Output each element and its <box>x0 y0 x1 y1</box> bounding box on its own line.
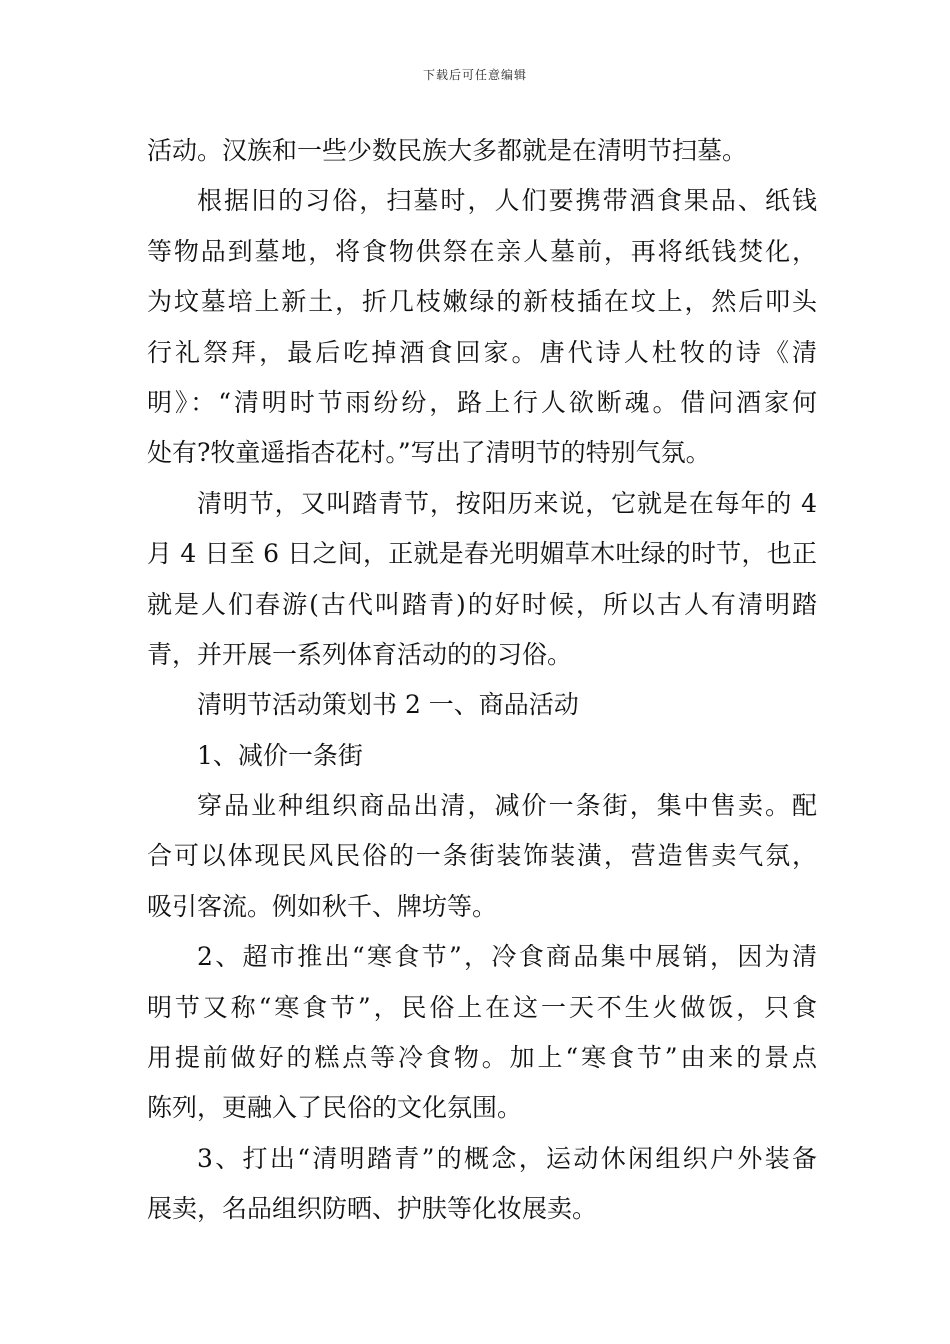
text-line: 行礼祭拜，最后吃掉酒食回家。唐代诗人杜牧的诗《清 <box>147 337 817 367</box>
text-line: 青，并开展一系列体育活动的的习俗。 <box>147 639 573 669</box>
text-line: 清明节，又叫踏青节，按阳历来说，它就是在每年的 4 <box>197 488 817 518</box>
text-line: 活动。汉族和一些少数民族大多都就是在清明节扫墓。 <box>147 136 748 165</box>
text-line: 穿品业种组织商品出清，减价一条街，集中售卖。配 <box>197 791 817 821</box>
text-line: 1、减价一条街 <box>197 740 363 770</box>
page-header: 下载后可任意编辑 <box>422 68 527 82</box>
document-body <box>147 126 817 1235</box>
text-line: 月 4 日至 6 日之间，正就是春光明媚草木吐绿的时节，也正 <box>147 539 817 569</box>
text-line: 用提前做好的糕点等冷食物。加上“寒食节”由来的景点 <box>147 1043 817 1073</box>
text-line: 清明节活动策划书 2 一、商品活动 <box>197 690 579 720</box>
text-line: 合可以体现民风民俗的一条街装饰装潢，营造售卖气氛， <box>147 841 817 871</box>
text-line: 展卖，名品组织防晒、护肤等化妆展卖。 <box>147 1194 598 1224</box>
text-line: 为坟墓培上新土，折几枝嫩绿的新枝插在坟上，然后叩头 <box>147 287 817 317</box>
text-line: 处有?牧童遥指杏花村。”写出了清明节的特别气氛。 <box>147 438 711 468</box>
text-line: 3、打出“清明踏青”的概念，运动休闲组织户外装备 <box>197 1143 817 1173</box>
text-line: 吸引客流。例如秋千、牌坊等。 <box>147 891 498 921</box>
text-line: 就是人们春游(古代叫踏青)的好时候，所以古人有清明踏 <box>147 589 817 619</box>
text-line: 根据旧的习俗，扫墓时，人们要携带酒食果品、纸钱 <box>197 186 817 216</box>
text-line: 明节又称“寒食节”，民俗上在这一天不生火做饭，只食 <box>147 992 817 1022</box>
text-line: 2、超市推出“寒食节”，冷食商品集中展销，因为清 <box>197 942 817 972</box>
text-line: 明》：“清明时节雨纷纷，路上行人欲断魂。借问酒家何 <box>147 387 817 417</box>
text-line: 陈列，更融入了民俗的文化氛围。 <box>147 1093 523 1123</box>
text-line: 等物品到墓地，将食物供祭在亲人墓前，再将纸钱焚化， <box>147 236 817 266</box>
